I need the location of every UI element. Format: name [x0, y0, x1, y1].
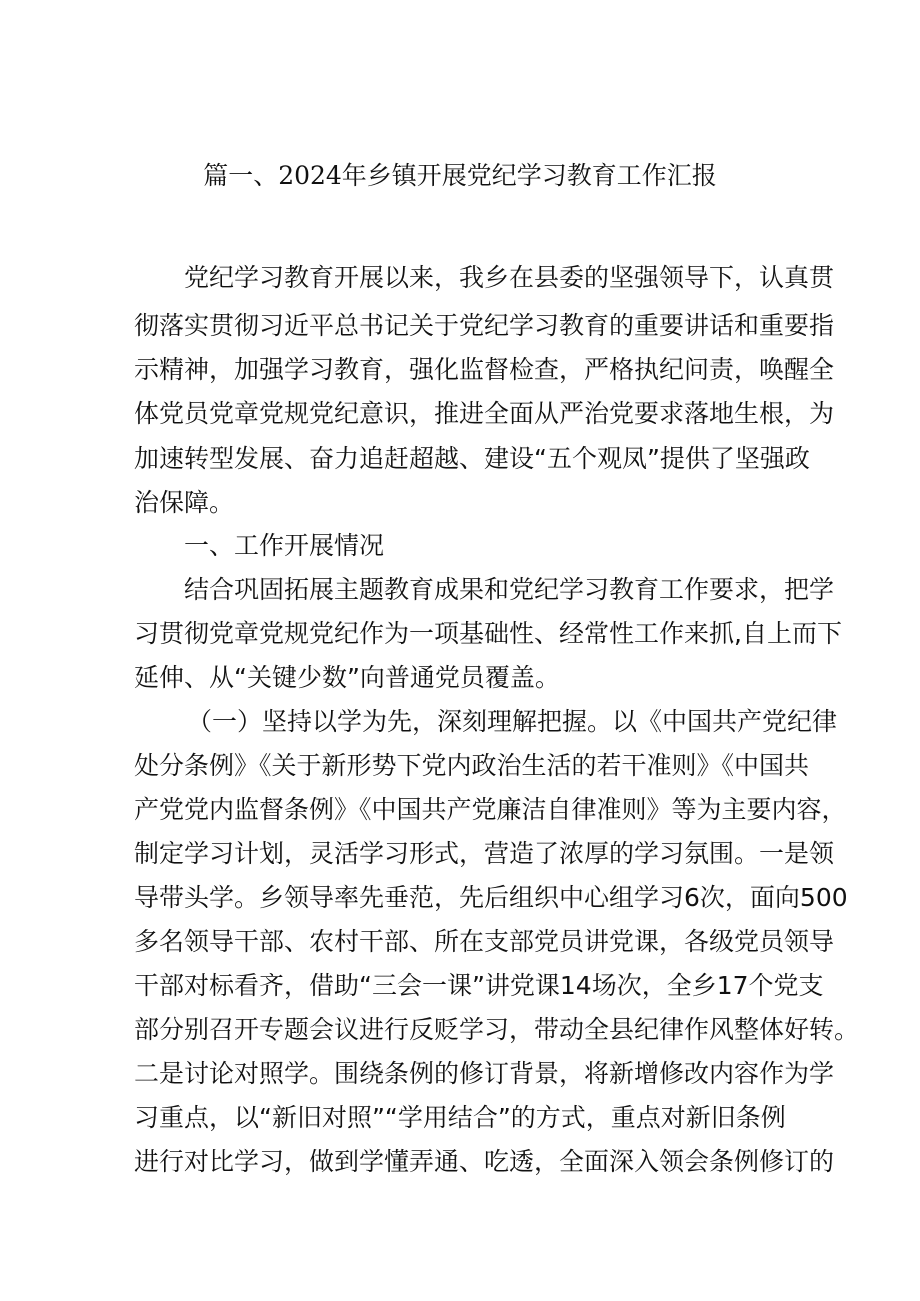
paragraph-line: （一）坚持以学为先，深刻理解把握。以《中国共产党纪律 [187, 707, 838, 736]
paragraph-line: 部分别召开专题会议进行反贬学习，带动全县纪律作风整体好转。 [134, 1015, 860, 1044]
paragraph-line: 进行对比学习，做到学懂弄通、吃透，全面深入领会条例修订的 [134, 1147, 835, 1176]
paragraph-line: 加速转型发展、奋力追赶超越、建设“五个观凤”提供了坚强政 [134, 444, 810, 473]
paragraph-line: 结合巩固拓展主题教育成果和党纪学习教育工作要求，把学 [184, 575, 835, 604]
document-title: 篇一、2024年乡镇开展党纪学习教育工作汇报 [203, 161, 717, 190]
paragraph-line: 制定学习计划，灵活学习形式，营造了浓厚的学习氛围。一是领 [134, 839, 835, 868]
paragraph-line: 干部对标看齐，借助“三会一课”讲党课14场次，全乡17个党支 [134, 971, 824, 1000]
paragraph-line: 彻落实贯彻习近平总书记关于党纪学习教育的重要讲话和重要指 [134, 311, 835, 340]
paragraph-line: 习贯彻党章党规党纪作为一项基础性、经常性工作来抓,自上而下 [134, 619, 842, 648]
paragraph-line: 导带头学。乡领导率先垂范，先后组织中心组学习6次，面向500 [134, 883, 848, 912]
paragraph-line: 二是讨论对照学。围绕条例的修订背景，将新增修改内容作为学 [134, 1059, 835, 1088]
section-heading: 一、工作开展情况 [184, 531, 385, 560]
paragraph-line: 延伸、从“关键少数”向普通党员覆盖。 [134, 663, 560, 692]
paragraph-line: 处分条例》《关于新形势下党内政治生活的若干准则》《中国共 [134, 751, 810, 780]
paragraph-line: 示精神，加强学习教育，强化监督检查，严格执纪问责，唤醒全 [134, 355, 835, 384]
paragraph-line: 治保障。 [134, 488, 235, 517]
paragraph-line: 党纪学习教育开展以来，我乡在县委的坚强领导下，认真贯 [184, 263, 835, 292]
paragraph-line: 体党员党章党规党纪意识，推进全面从严治党要求落地生根，为 [134, 399, 835, 428]
paragraph-line: 多名领导干部、农村干部、所在支部党员讲党课，各级党员领导 [134, 927, 835, 956]
paragraph-line: 习重点，以“新旧对照”“学用结合”的方式，重点对新旧条例 [134, 1103, 786, 1132]
paragraph-line: 产党党内监督条例》《中国共产党廉洁自律准则》等为主要内容， [134, 795, 847, 824]
